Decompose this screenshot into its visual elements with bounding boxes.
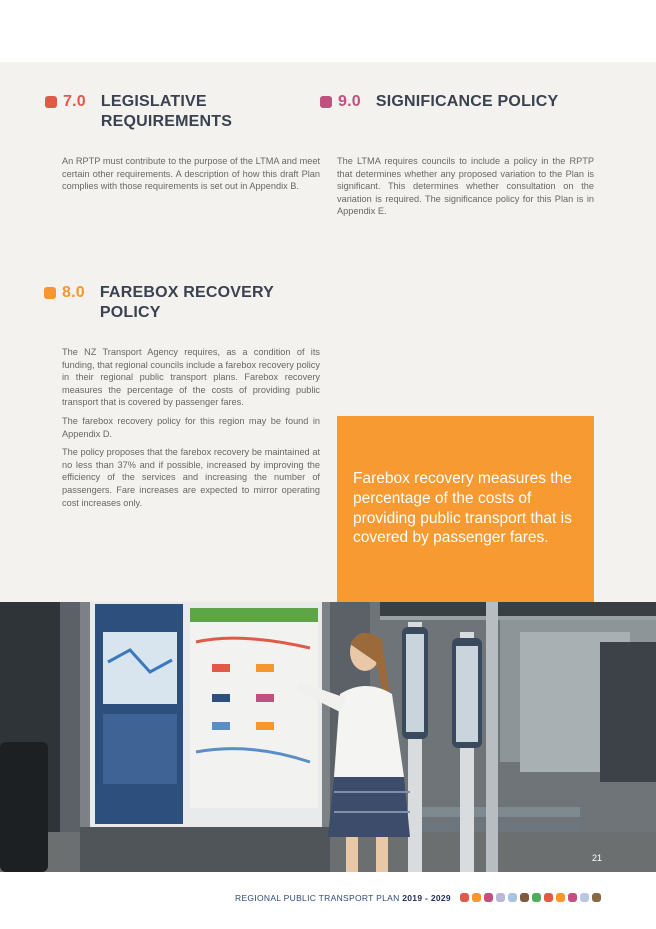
color-swatch: [592, 893, 601, 902]
paragraph: An RPTP must contribute to the purpose of the LTMA and meet certain other requirements. A description of how this draft Plan complies with those requirements is set out in Appendix B.: [62, 156, 320, 192]
color-swatch: [544, 893, 553, 902]
footer-years: 2019 - 2029: [402, 893, 451, 903]
section-title: LEGISLATIVE REQUIREMENTS: [100, 93, 233, 130]
section-legislative-heading: [45, 92, 295, 132]
color-swatch: [460, 893, 469, 902]
page-number: 21: [592, 853, 603, 863]
color-swatch: [568, 893, 577, 902]
bus-stop-illustration: [0, 602, 656, 872]
section-bullet-icon: [45, 96, 57, 108]
pull-quote-text: Farebox recovery measures the percentage of the costs of providing public transport that is covered by passenger fares.: [353, 470, 572, 547]
bus-stop-photo: [0, 602, 656, 872]
section-significance-heading: [320, 92, 610, 112]
paragraph: The policy proposes that the farebox recovery be maintained at no less than 37% and if possible, increased by improving the efficiency of the services and increasing the number of passengers. Fare increases are expected to mirror operating cost increases only.: [62, 447, 320, 508]
color-swatch: [532, 893, 541, 902]
color-swatches: [460, 893, 604, 902]
color-swatch: [472, 893, 481, 902]
color-swatch: [484, 893, 493, 902]
color-swatch: [520, 893, 529, 902]
color-swatch: [580, 893, 589, 902]
section-number: 8.0: [62, 284, 85, 301]
pull-quote-box: [337, 416, 594, 602]
section-title: SIGNIFICANCE POLICY: [375, 93, 559, 110]
section-legislative-body: [62, 155, 320, 199]
section-bullet-icon: [44, 287, 56, 299]
color-swatch: [508, 893, 517, 902]
section-bullet-icon: [320, 96, 332, 108]
color-swatch: [556, 893, 565, 902]
paragraph: The farebox recovery policy for this region may be found in Appendix D.: [62, 415, 320, 439]
footer-label: REGIONAL PUBLIC TRANSPORT PLAN: [235, 893, 400, 903]
paragraph: The NZ Transport Agency requires, as a condition of its funding, that regional councils include a farebox recovery policy in their regional public transport plans. Farebox recovery measures the percentage of the costs of providing public transport that is covered by passenger fares.: [62, 347, 320, 408]
section-number: 7.0: [63, 93, 86, 110]
section-number: 9.0: [338, 93, 361, 110]
paragraph: The LTMA requires councils to include a policy in the RPTP that determines whether any proposed variation to the Plan is significant. This determines whether consultation on the variation is required. The significance policy for this Plan is in Appendix E.: [337, 156, 594, 217]
section-farebox-heading: [44, 283, 334, 323]
section-farebox-body: [62, 346, 320, 515]
footer-title: [235, 893, 451, 903]
section-significance-body: [337, 155, 594, 224]
color-swatch: [496, 893, 505, 902]
section-title: FAREBOX RECOVERY POLICY: [99, 284, 274, 321]
